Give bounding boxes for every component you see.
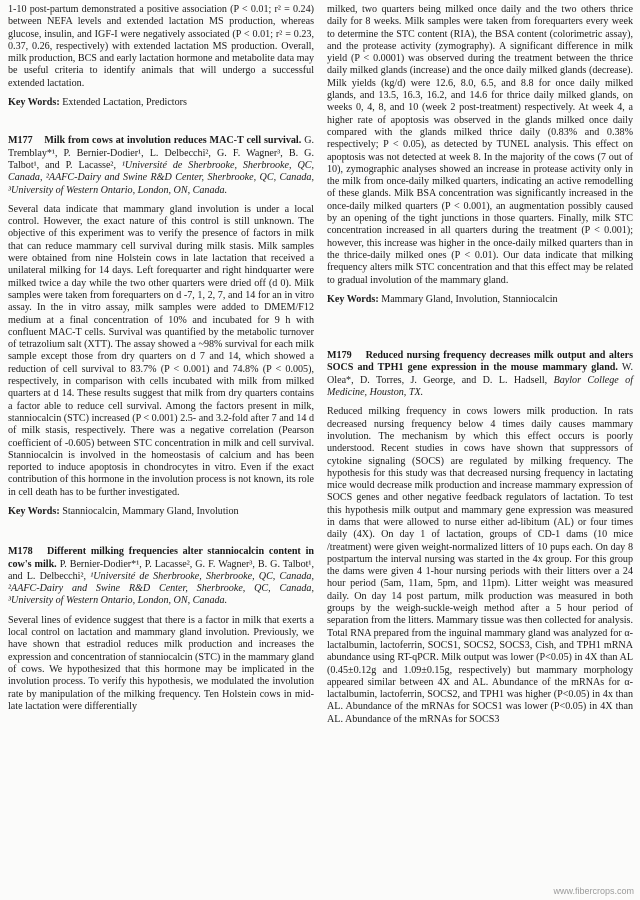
abstract-authors: G. Tremblay*¹, P. Bernier-Dodier¹, L. Delbecchi², G. F. Wagner³, B. G. Talbot¹, and P. Lacasse², bbox=[8, 135, 315, 171]
key-words-extended-lactation bbox=[8, 97, 314, 109]
abstract-m179-body: Reduced milking frequency in cows lowers milk production. In rats decreased nursing frequency below 4 times daily causes mammary involution. The mechanism by which this effect occurs is poorly understood. Recent studies in cows have shown that suppressors of cytokine signaling (SOCS) are regulated by milking frequency. The hypothesis for this study was that decreased nursing frequency in lactating mice would decrease milk production and increase mammary expression of SOCS genes and other negative feedback regulators of lactation. To test this hypothesis milk output and mammary gene expression was measured in dams that were allowed to nurse either ad-libitum (AL) or four times daily (4X). On day 1 of lactation, groups of CD-1 dams (10 mice /treatment) were given weight-normalized litters of 10 pups each. On day 8 postpartum the interval nursing was started in the 4x group. For this group the dams were given 4 1-hour nursing periods with their litters over a 24 hour period (5am, 11am, 5pm, and 11pm). Litter weight was measured daily. On day 14 post partum, milk production was measured in both groups by the weigh-suckle-weigh method after a 5 hour period of separation from the litters. Mammary tissue was then collected for analysis. Total RNA prepared from the inguinal mammary gland was analyzed for α-lactalbumin, lactoferrin, SOCS1, SOCS2, SOCS3, Cish, and TPH1 mRNA abundance using RT-qPCR. Milk output was lower (P<0.05) in 4X than AL (0.45±0.12g and 1.09±0.15g, respectively) but mammary morphology appeared similar between 4X and AL. Abundance of the mRNAs for α-lactalbumin, lactoferrin, SOCS2, and TPH1 was higher (P<0.05) in 4x than AL. Abundance of the mRNAs for SOCS1 was lower (P<0.05) in 4X than AL. Abundance of the mRNAs for SOCS3 bbox=[327, 406, 633, 725]
key-words-text: Stanniocalcin, Mammary Gland, Involution bbox=[62, 505, 239, 517]
abstract-m178-body: Several lines of evidence suggest that there is a factor in milk that exerts a local control on lactation and mammary gland involution. Previously, we have shown that estradiol reduces milk production and increases the expression and concentration of stanniocalcin (STC) in the mammary gland of cows. We hypothesized that this hormone may be implicated in the involution process. To verify this hypothesis, we modulated the involution rate by manipulation of the milking frequency. Ten Holstein cows in mid-late lactation were differentially bbox=[8, 614, 314, 712]
prior-abstract-ending: 1-10 post-partum demonstrated a positive association (P < 0.01; r² = 0.24) between NEFA levels and extended lactation MS production, whereas glucose, insulin, and IGF-I were negatively associated (P < 0.01; r² = 0.23, 0.37, 0.26, respectively) with extended lactation MS production. Overall, milk production, BCS and early lactation hormone and metabolite data may be useful criteria to identify animals that will undergo a successful extended lactation. bbox=[8, 4, 314, 89]
abstract-number: M179 bbox=[327, 350, 352, 362]
abstract-affiliations: ¹Université de Sherbrooke, Sherbrooke, QC, Canada, ²AAFC-Dairy and Swine R&D Center, Sherbrooke, QC, Canada, ³University of Western Ontario, London, ON, Canada. bbox=[8, 159, 314, 196]
abstract-m177-body: Several data indicate that mammary gland involution is under a local control. However, the exact nature of this control is still unknown. The objective of this experiment was to verify the presence of factors in milk that can reduce mammary cell survival during milk stasis. Milk samples were obtained from nine Holstein cows in late lactation that received a unilateral milking for 14 days. Left forequarter and right hindquarter were milked twice a day while the two other quarters were dried off (d 0). Milk samples were taken from forequarters on d -7, 1, 2, 7, and 14 for an in vitro assay. In the in vitro assay, milk samples were added to DMEM/F12 medium at a final concentration of 10% and incubated for 9 h with confluent MAC-T cells. Survival was quantified by the metabolic turnover of tetrazolium salt (XTT). The assay showed a ~98% survival for each milk sample except those from dry quarters on d 7 and 14, which showed a reduction of cell survival to 83.7% (P < 0.001) and 74.8% (P < 0.005), respectively, in comparison with cells incubated with milk from milked quarters at d 14. These results suggest that milk from dry quarters contains a factor able to reduce cell survival. Among the factors present in milk, stanniocalcin (STC) increased (P < 0.001) 2.5- and 3.2-fold after 7 and 14 d of milk stasis, respectively. There was a negative correlation (Pearson coefficient of -0.605) between STC concentration in milk and cell survival. Stanniocalcin is involved in the homeostasis of calcium and has been reported to induce apoptosis in chondrocytes in vitro. Even if the exact contribution of this hormone in the involution process is not known, its role in cell death has to be further investigated. bbox=[8, 203, 314, 498]
abstract-title: Milk from cows at involution reduces MAC-T cell survival. bbox=[44, 135, 302, 147]
left-column bbox=[8, 4, 314, 713]
key-words-mammary-gland bbox=[327, 294, 633, 306]
abstract-title: Reduced nursing frequency decreases milk output and alters SOCS and TPH1 gene expression in the mouse mammary gland. bbox=[327, 350, 633, 374]
abstract-title: Different milking frequencies alter stanniocalcin content in cow's milk. bbox=[8, 546, 314, 570]
abstract-authors: W. Olea*, D. Torres, J. George, and D. L. Hadsell, bbox=[327, 362, 634, 386]
abstract-m178-heading bbox=[8, 546, 314, 607]
abstract-affiliations: ¹Université de Sherbrooke, Sherbrooke, QC, Canada, ²AAFC-Dairy and Swine R&D Center, Sherbrooke, QC, Canada, ³University of Western Ontario, London, ON, Canada. bbox=[8, 570, 314, 607]
abstract-authors: P. Bernier-Dodier*¹, P. Lacasse², G. F. Wagner³, B. G. Talbot¹, and L. Delbecchi², bbox=[8, 558, 314, 582]
watermark: www.fibercrops.com bbox=[553, 886, 634, 896]
abstract-m179-heading bbox=[327, 350, 633, 399]
key-words-text: Extended Lactation, Predictors bbox=[62, 97, 187, 109]
key-words-text: Mammary Gland, Involution, Stanniocalcin bbox=[381, 293, 558, 305]
abstract-number: M177 bbox=[8, 135, 33, 147]
abstract-number: M178 bbox=[8, 546, 33, 558]
abstract-affiliations: Baylor College of Medicine, Houston, TX. bbox=[327, 374, 633, 399]
key-words-label: Key Words: bbox=[8, 505, 60, 517]
right-column bbox=[327, 4, 633, 726]
abstract-m177-heading bbox=[8, 135, 314, 196]
abstract-m178-continued: milked, two quarters being milked once daily and the two others thrice daily for 8 weeks. Milk samples were taken from forequarters every week to determine the STC content (RIA), the BSA content (colorimetric assay), and the protease activity (zymography). A significant difference in milk yield (P < 0.0001) was observed during the treatment between the thrice daily milked glands (increase) and the once daily milked glands (decrease). Milk yields (kg/d) were 12.6, 8.0, 6.5, and 8.8 for once daily milked glands, and 13.5, 16.3, 16.2, and 14.6 for thrice daily milked glands, on weeks 0, 4, 8, and 10 (week 2 post-treatment) respectively. At week 4, a higher rate of apoptosis was observed in the glands milked once daily compared with the glands milked thrice daily (0.83% and 0.38% respectively; P < 0.05), as detected by TUNEL analysis. This effect on apoptosis was not detected at week 8. In the majority of the cows (7 out of 10), zymographic analyses showed an increase in protease activity only in the milk from once-daily milked quarters, indicating an active remodelling of these glands. Milk BSA concentration was significantly increased in the once-daily milked quarters (P < 0.001), an augmentation possibly caused by an opening of the tight junctions in those quarters. Finally, milk STC concentration increased in all quarters during the treatment (P < 0.001); however, this increase was higher in the once-daily milked quarters than in the thrice-daily milked ones (P < 0.01). Our data indicate that milking frequency alters milk STC concentration and that this effect may be related to gradual involution of the mammary gland. bbox=[327, 4, 633, 286]
key-words-label: Key Words: bbox=[327, 293, 379, 305]
key-words-stanniocalcin bbox=[8, 506, 314, 518]
key-words-label: Key Words: bbox=[8, 97, 60, 109]
